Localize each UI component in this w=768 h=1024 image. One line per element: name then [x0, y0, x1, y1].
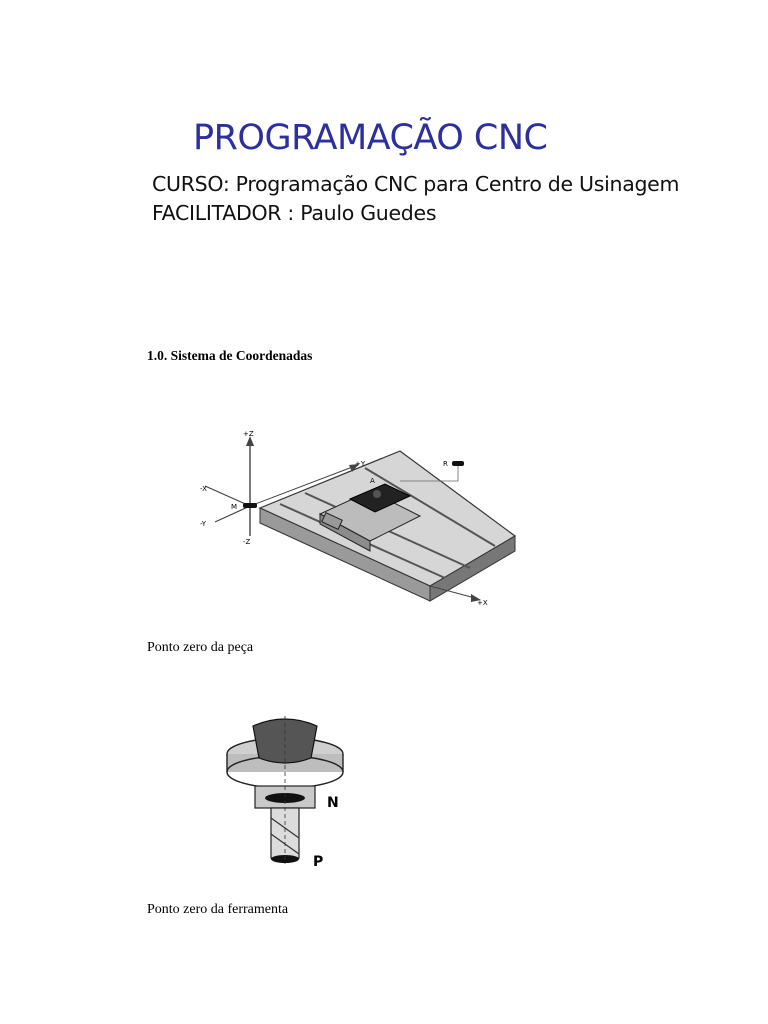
n-label: N	[327, 795, 339, 811]
course-line: CURSO: Programação CNC para Centro de Usinagem	[152, 172, 680, 196]
facilitator-line: FACILITADOR : Paulo Guedes	[152, 201, 437, 225]
section-heading: 1.0. Sistema de Coordenadas	[147, 348, 313, 363]
figure1-caption: Ponto zero da peça	[147, 640, 254, 655]
figure2-caption: Ponto zero da ferramenta	[147, 902, 289, 917]
plus-y-label: +Y	[355, 460, 366, 468]
a-label: A	[370, 477, 375, 485]
minus-y-label: -Y	[200, 520, 206, 528]
plus-x-label: +X	[477, 599, 488, 607]
page-title: PROGRAMAÇÃO CNC	[193, 118, 548, 158]
r-label: R	[443, 460, 448, 468]
plus-z-label: +Z	[243, 430, 254, 438]
minus-x-label: -X	[200, 485, 207, 493]
minus-z-label: -Z	[243, 538, 251, 546]
tool-zero-figure	[215, 712, 355, 872]
m-label: M	[231, 503, 238, 511]
coordinate-system-figure	[145, 396, 545, 621]
p-label: P	[313, 854, 324, 870]
